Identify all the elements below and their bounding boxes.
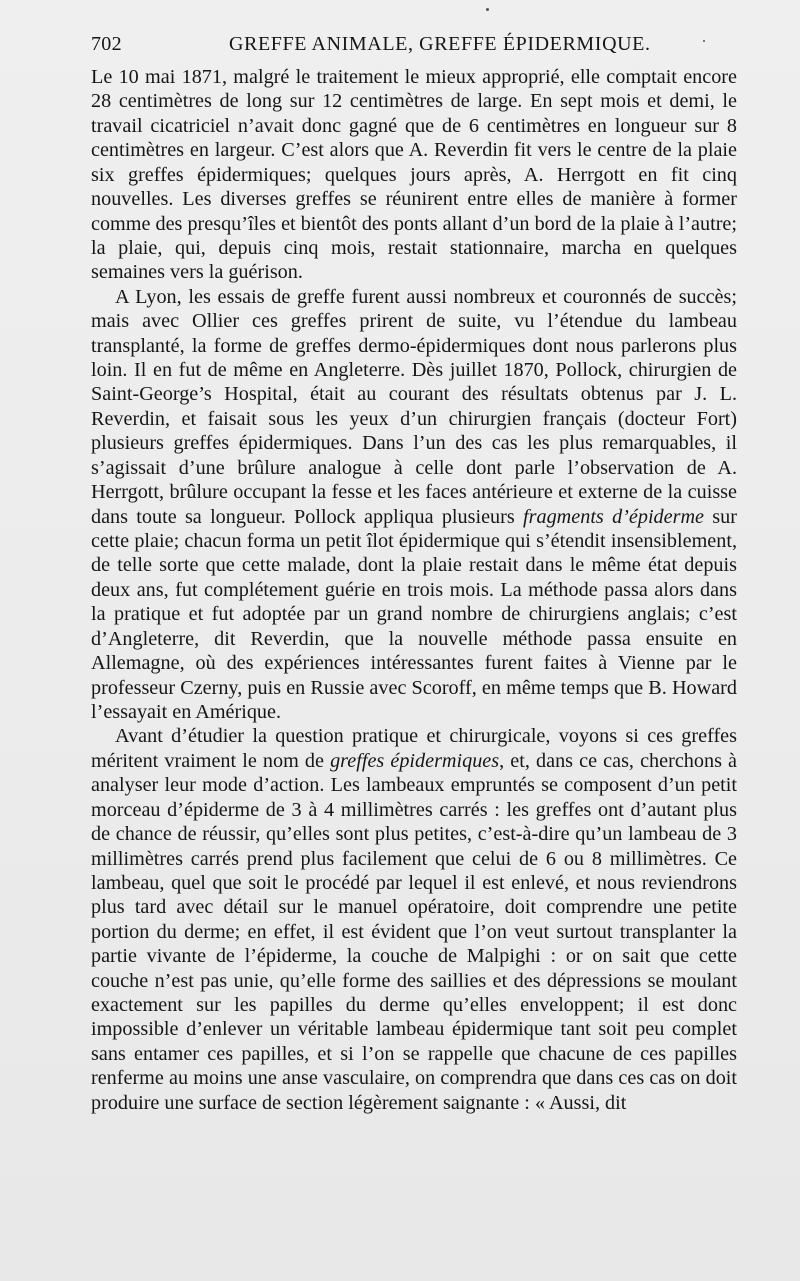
text-segment: , et, dans ce cas, cherchons à analyser leur mode d’action. Les lambeaux empruntés se composent d’un petit morceau d’épiderme de 3 à 4 millimètres carrés : les greffes ont d’autant plus de chance de réussir, qu’elles sont plus petites, c’est-à-dire qu’un lambeau de 3 millimètres carrés prend plus facilement que celui de 6 ou 8 millimètres. Ce lambeau, quel que soit le procédé par lequel il est enlevé, et nous reviendrons plus tard avec détail sur le manuel opératoire, doit comprendre une petite portion du derme; en effet, il est évident que l’on veut surtout transplanter la partie vivante de l’épiderme, la couche de Malpighi : or on sait que cette couche n’est pas unie, qu’elle forme des saillies et des dépressions se moulant exactement sur les papilles du derme qu’elles enveloppent; il est donc impossible d’enlever un véritable lambeau épidermique tant soit peu complet sans entamer ces papilles, et si l’on se rappelle que chacune de ces papilles renferme au moins une anse vasculaire, on comprendra que dans ces cas on doit produire une surface de section légèrement saignante : « Aussi, dit: [91, 749, 737, 1114]
body-text: [91, 65, 737, 1115]
paragraph: [91, 285, 737, 725]
page-number: 702: [91, 33, 122, 55]
page-header: [91, 33, 737, 63]
text-segment: A Lyon, les essais de greffe furent aussi nombreux et couronnés de succès; mais avec Ollier ces greffes prirent de suite, vu l’étendue du lambeau transplanté, la forme de greffes dermo-épidermiques dont nous parlerons plus loin. Il en fut de même en Angleterre. Dès juillet 1870, Pollock, chirurgien de Saint-George’s Hospital, était au courant des résultats obtenus par J. L. Reverdin, et faisait sous les yeux d’un chirurgien français (docteur Fort) plusieurs greffes épidermiques. Dans l’un des cas les plus remarquables, il s’agissait d’une brûlure analogue à celle dont parle l’observation de A. Herrgott, brûlure occupant la fesse et les faces antérieure et externe de la cuisse dans toute sa longueur. Pollock appliqua plusieurs: [91, 285, 737, 528]
italic-term: greffes épidermiques: [330, 749, 500, 772]
text-segment: Avant d’étudier la question pratique et chirurgicale, voyons si ces greffes méritent vraiment le nom de: [91, 725, 737, 772]
running-title: GREFFE ANIMALE, GREFFE ÉPIDERMIQUE.: [229, 33, 651, 55]
paragraph: [91, 65, 737, 285]
text-segment: sur cette plaie; chacun forma un petit îlot épidermique qui s’étendit insensiblement, de telle sorte que cette malade, dont la plaie restait dans le même état depuis deux ans, fut complétement guérie en trois mois. La méthode passa alors dans la pratique et fut adoptée par un grand nombre de chirurgiens anglais; c’est d’Angleterre, dit Reverdin, que la nouvelle méthode passa ensuite en Allemagne, où des expériences intéressantes furent faites à Vienne par le professeur Czerny, puis en Russie avec Scoroff, en même temps que B. Howard l’essayait en Amérique.: [91, 505, 737, 723]
paragraph: [91, 724, 737, 1115]
text-segment: Le 10 mai 1871, malgré le traitement le mieux approprié, elle comptait encore 28 centimètres de long sur 12 centimètres de large. En sept mois et demi, le travail cicatriciel n’avait donc gagné que de 6 centimètres en longueur sur 8 centimètres en largeur. C’est alors que A. Reverdin fit vers le centre de la plaie six greffes épidermiques; quelques jours après, A. Herrgott en fit cinq nouvelles. Les diverses greffes se réunirent entre elles de manière à former comme des presqu’îles et bientôt des ponts allant d’un bord de la plaie à l’autre; la plaie, qui, depuis cinq mois, restait stationnaire, marcha en quelques semaines vers la guérison.: [91, 66, 737, 284]
page-speck: [486, 8, 489, 11]
italic-term: fragments d’épiderme: [523, 505, 705, 528]
